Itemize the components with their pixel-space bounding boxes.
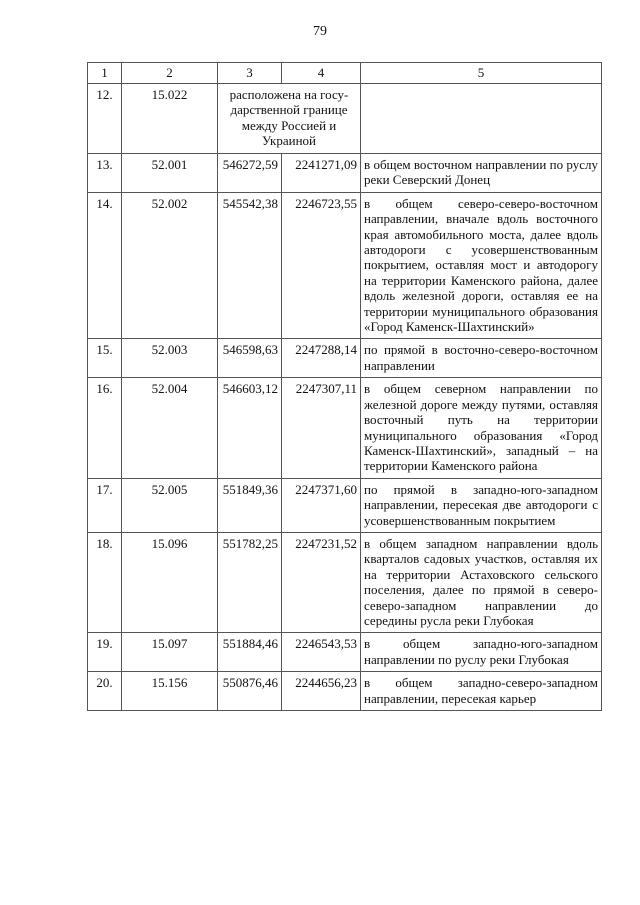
coord-x: 545542,38 [218, 192, 282, 339]
point-code: 52.003 [122, 339, 218, 378]
header-col-2: 2 [122, 63, 218, 84]
table-row [88, 192, 602, 339]
table-row [88, 478, 602, 532]
table-row [88, 633, 602, 672]
coord-y: 2247307,11 [282, 378, 361, 478]
row-number: 19. [88, 633, 122, 672]
direction-description: в общем северном направлении по железной дороге между путями, оставляя восточный путь на территории муниципального образования «Город Каменск-Шахтинский», западный – на территории Каменского района [361, 378, 602, 478]
direction-description: по прямой в восточно-северо-восточном направлении [361, 339, 602, 378]
coord-y: 2246543,53 [282, 633, 361, 672]
coord-y: 2241271,09 [282, 154, 361, 193]
header-col-4: 4 [282, 63, 361, 84]
row-number: 17. [88, 478, 122, 532]
header-col-5: 5 [361, 63, 602, 84]
header-col-1: 1 [88, 63, 122, 84]
direction-description: в общем западном направлении вдоль кварталов садовых участков, оставляя их на территории Астаховского сельского поселения, далее по прямой в северо-северо-западном направлении до середины русла реки Глубокая [361, 532, 602, 632]
coord-x: 546603,12 [218, 378, 282, 478]
table-row [88, 378, 602, 478]
point-code: 52.002 [122, 192, 218, 339]
direction-description: по прямой в западно-юго-западном направлении, пересекая две автодороги с усовершенствованным покрытием [361, 478, 602, 532]
coord-x: 551849,36 [218, 478, 282, 532]
table-row [88, 532, 602, 632]
coord-x: 550876,46 [218, 672, 282, 711]
point-code: 15.022 [122, 84, 218, 154]
row-number: 15. [88, 339, 122, 378]
table-header-row [88, 63, 602, 84]
point-code: 15.156 [122, 672, 218, 711]
row-number: 20. [88, 672, 122, 711]
direction-description: в общем западно-северо-западном направлении, пересекая карьер [361, 672, 602, 711]
row-number: 16. [88, 378, 122, 478]
coord-y: 2244656,23 [282, 672, 361, 711]
coord-x: 551782,25 [218, 532, 282, 632]
coord-y: 2247231,52 [282, 532, 361, 632]
table-row [88, 672, 602, 711]
row-number: 12. [88, 84, 122, 154]
row-number: 13. [88, 154, 122, 193]
coord-y: 2246723,55 [282, 192, 361, 339]
merged-note: расположена на госу- дарственной границе между Россией и Украиной [218, 84, 361, 154]
table-row [88, 339, 602, 378]
direction-description: в общем западно-юго-западном направлении по руслу реки Глубокая [361, 633, 602, 672]
coord-y: 2247371,60 [282, 478, 361, 532]
page-number: 79 [313, 24, 327, 39]
table-row [88, 84, 602, 154]
direction-description: в общем северо-северо-восточном направлении, вначале вдоль восточного края автомобильного моста, далее вдоль автодороги с усовершенствованным покрытием, оставляя мост и автодорогу на территории Каменского района, далее вдоль железной дороги, оставляя ее на территории муниципального образования «Город Каменск-Шахтинский» [361, 192, 602, 339]
coord-y: 2247288,14 [282, 339, 361, 378]
coord-x: 551884,46 [218, 633, 282, 672]
row-number: 14. [88, 192, 122, 339]
point-code: 52.001 [122, 154, 218, 193]
point-code: 15.097 [122, 633, 218, 672]
point-code: 52.004 [122, 378, 218, 478]
table-row [88, 154, 602, 193]
point-code: 15.096 [122, 532, 218, 632]
point-code: 52.005 [122, 478, 218, 532]
coord-x: 546598,63 [218, 339, 282, 378]
header-col-3: 3 [218, 63, 282, 84]
row-number: 18. [88, 532, 122, 632]
direction-description [361, 84, 602, 154]
coord-x: 546272,59 [218, 154, 282, 193]
boundary-table [87, 62, 602, 711]
direction-description: в общем восточном направлении по руслу реки Северский Донец [361, 154, 602, 193]
